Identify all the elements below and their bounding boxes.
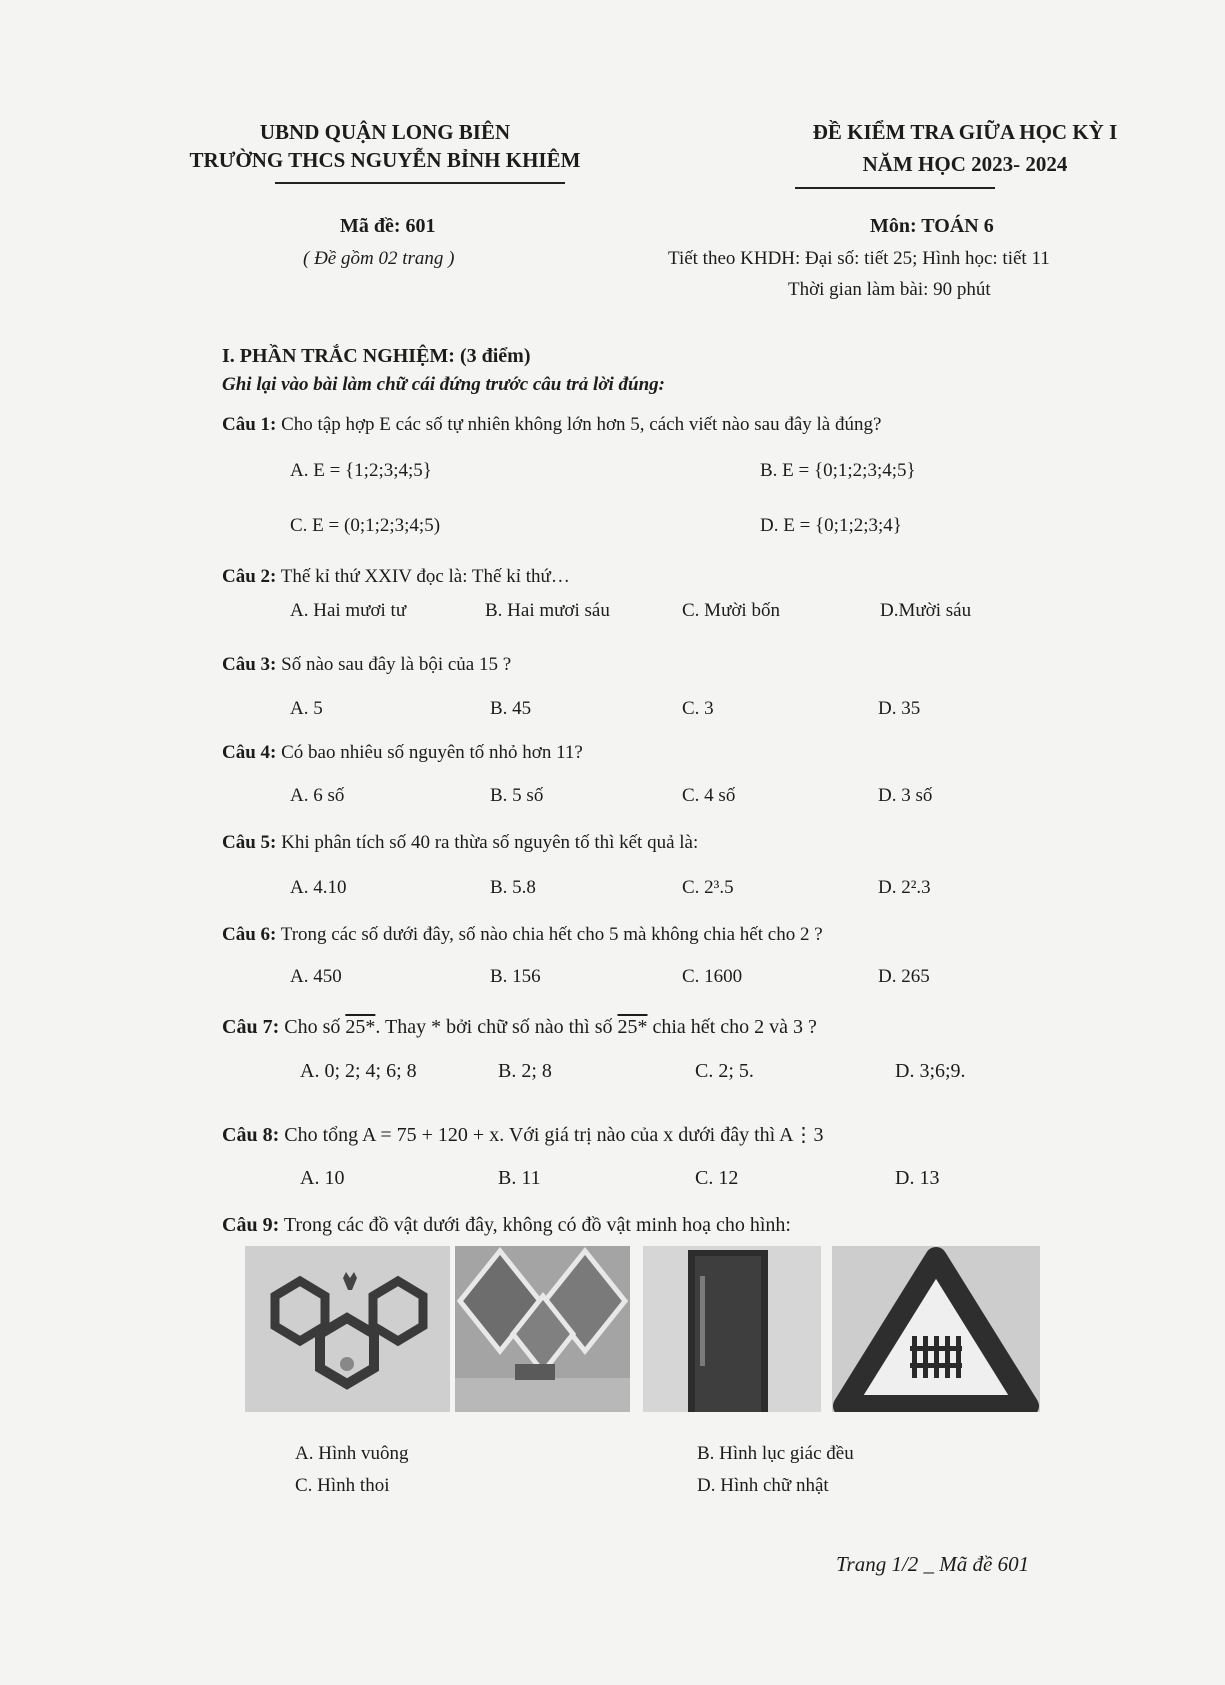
q4-option-b: B. 5 số	[490, 785, 544, 806]
question-label: Câu 7:	[222, 1016, 280, 1038]
q5-option-d: D. 2².3	[878, 877, 931, 898]
q5-option-c: C. 2³.5	[682, 877, 734, 898]
page-footer: Trang 1/2 _ Mã đề 601	[836, 1552, 1030, 1576]
periods: Tiết theo KHDH: Đại số: tiết 25; Hình học: tiết 11	[668, 248, 1050, 269]
question-label: Câu 6:	[222, 924, 277, 945]
question-text: Cho tổng A = 75 + 120 + x. Với giá trị nào của x dưới đây thì A⋮3	[284, 1124, 824, 1146]
q1-option-d: D. E = {0;1;2;3;4}	[760, 515, 902, 536]
question-text: Số nào sau đây là bội của 15 ?	[281, 654, 512, 675]
warning-sign-image	[832, 1246, 1040, 1412]
q8-option-d: D. 13	[895, 1167, 940, 1189]
question-6	[222, 924, 823, 946]
q4-option-a: A. 6 số	[290, 785, 345, 806]
q1-option-c: C. E = (0;1;2;3;4;5)	[290, 515, 441, 536]
district-name: UBND QUẬN LONG BIÊN	[259, 120, 511, 144]
q9-option-d: D. Hình chữ nhật	[697, 1475, 829, 1496]
time-limit: Thời gian làm bài: 90 phút	[788, 279, 991, 300]
q2-option-a: A. Hai mươi tư	[290, 600, 407, 621]
question-label: Câu 4:	[222, 742, 277, 763]
question-text: Có bao nhiêu số nguyên tố nhỏ hơn 11?	[281, 742, 583, 763]
q3-option-a: A. 5	[290, 698, 323, 719]
q6-option-c: C. 1600	[682, 966, 743, 987]
question-text: Trong các số dưới đây, số nào chia hết cho 5 mà không chia hết cho 2 ?	[280, 924, 823, 945]
q8-option-b: B. 11	[498, 1167, 541, 1189]
q9-option-b: B. Hình lục giác đều	[697, 1443, 854, 1464]
exam-title: ĐỀ KIỂM TRA GIỮA HỌC KỲ I	[812, 120, 1118, 144]
left-header-rule	[275, 182, 565, 184]
school-name: TRƯỜNG THCS NGUYỄN BỈNH KHIÊM	[189, 148, 581, 172]
question-label: Câu 8:	[222, 1124, 280, 1146]
q7-option-c: C. 2; 5.	[695, 1060, 754, 1082]
question-text-mid: . Thay * bởi chữ số nào thì số	[375, 1016, 613, 1038]
section-instruction: Ghi lại vào bài làm chữ cái đứng trước câu trả lời đúng:	[222, 374, 666, 395]
q1-option-a: A. E = {1;2;3;4;5}	[290, 460, 432, 481]
question-7	[222, 1016, 817, 1039]
question-text-post: chia hết cho 2 và 3 ?	[652, 1016, 817, 1038]
q8-option-a: A. 10	[300, 1167, 345, 1189]
question-text: Trong các đồ vật dưới đây, không có đồ vật minh hoạ cho hình:	[283, 1214, 791, 1236]
q7-option-d: D. 3;6;9.	[895, 1060, 966, 1082]
question-label: Câu 9:	[222, 1214, 280, 1236]
q1-option-b: B. E = {0;1;2;3;4;5}	[760, 460, 916, 481]
question-4	[222, 742, 583, 764]
question-label: Câu 3:	[222, 654, 277, 675]
question-1	[222, 414, 881, 436]
section-title: I. PHẦN TRẮC NGHIỆM: (3 điểm)	[222, 345, 531, 367]
q9-option-c: C. Hình thoi	[295, 1475, 390, 1496]
question-text: Cho tập hợp E các số tự nhiên không lớn hơn 5, cách viết nào sau đây là đúng?	[281, 414, 882, 435]
q3-option-c: C. 3	[682, 698, 714, 719]
rhombus-mirror-image	[455, 1246, 630, 1412]
right-header-rule	[795, 187, 995, 189]
question-label: Câu 2:	[222, 566, 277, 587]
question-text: Thế kỉ thứ XXIV đọc là: Thế kỉ thứ…	[280, 566, 570, 587]
question-3	[222, 654, 511, 676]
overlined-number: 25*	[345, 1016, 376, 1038]
q7-option-b: B. 2; 8	[498, 1060, 552, 1082]
q4-option-c: C. 4 số	[682, 785, 736, 806]
q2-option-b: B. Hai mươi sáu	[485, 600, 610, 621]
pages-note: ( Đề gồm 02 trang )	[303, 248, 455, 269]
hexagon-shelves-image	[245, 1246, 450, 1412]
question-text: Khi phân tích số 40 ra thừa số nguyên tố thì kết quả là:	[281, 832, 699, 853]
q3-option-d: D. 35	[878, 698, 921, 719]
question-2	[222, 566, 570, 588]
q2-option-c: C. Mười bốn	[682, 600, 780, 621]
door-image	[643, 1246, 821, 1412]
q7-option-a: A. 0; 2; 4; 6; 8	[300, 1060, 417, 1082]
q6-option-a: A. 450	[290, 966, 342, 987]
school-year: NĂM HỌC 2023- 2024	[862, 152, 1068, 176]
q2-option-d: D.Mười sáu	[880, 600, 972, 621]
q3-option-b: B. 45	[490, 698, 532, 719]
q4-option-d: D. 3 số	[878, 785, 933, 806]
q5-option-a: A. 4.10	[290, 877, 347, 898]
question-label: Câu 1:	[222, 414, 277, 435]
question-8	[222, 1122, 824, 1147]
q8-option-c: C. 12	[695, 1167, 739, 1189]
q9-option-a: A. Hình vuông	[295, 1443, 409, 1464]
overlined-number: 25*	[617, 1016, 648, 1038]
q6-option-b: B. 156	[490, 966, 541, 987]
question-9	[222, 1214, 791, 1237]
question-text-pre: Cho số	[284, 1016, 341, 1038]
q5-option-b: B. 5.8	[490, 877, 536, 898]
exam-code: Mã đề: 601	[340, 215, 436, 237]
question-5	[222, 832, 698, 854]
q6-option-d: D. 265	[878, 966, 930, 987]
subject: Môn: TOÁN 6	[870, 215, 994, 237]
question-label: Câu 5:	[222, 832, 277, 853]
